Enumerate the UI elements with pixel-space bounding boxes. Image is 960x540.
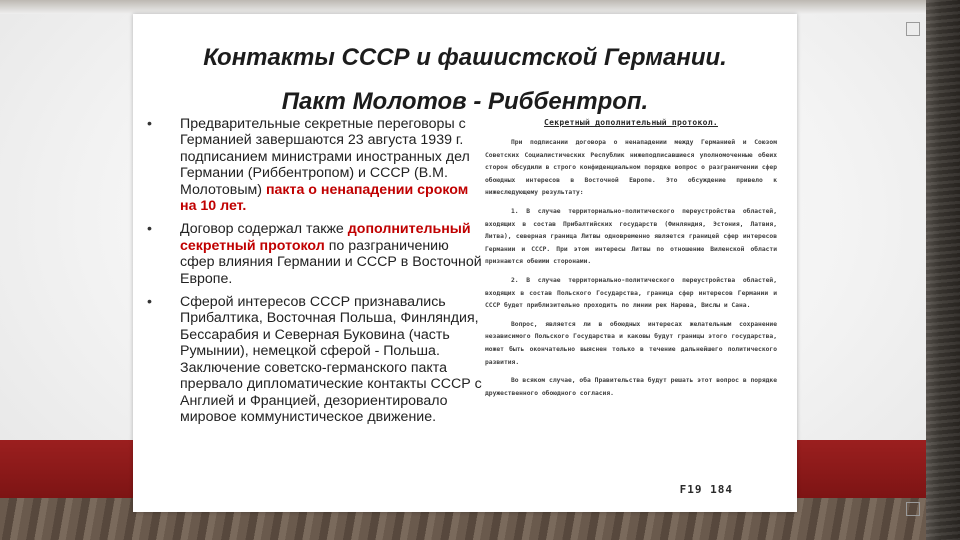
document-paragraph: 2. В случае территориально-политического переустройства областей, входящих в состав Польского Государства, граница сфер интересов Германии и СССР будет приблизительно проходить по линии рек Нарева, Вислы и Сана. (485, 276, 777, 310)
document-paragraph: 1. В случае территориально-политического переустройства областей, входящих в состав Прибалтийских государств (Финляндия, Эстония, Латвия, Литва), северная граница Литвы одновременно является границей сфер интересов Германии и СССР. При этом интересы Литвы по отношению Виленской области признаются обеими сторонами. (485, 207, 777, 266)
document-paragraph: При подписании договора о ненападении между Германией и Союзом Советских Социалистических Республик нижеподписавшиеся уполномоченные обеих сторон обсудили в строго конфиденциальном порядке вопрос о разграничении сфер обоюдных интересов в Восточной Европе. Это обсуждение привело к нижеследующему результату: (485, 139, 777, 197)
bullet-list (147, 116, 487, 432)
bullet-highlight: дополнительный секретный протокол (180, 221, 471, 254)
document-archive-mark: F19 184 (679, 483, 733, 496)
bullet-text-tail: по разграничению сфер влияния Германии и СССР в Восточной Европе. (180, 237, 482, 287)
bullet-text: Сферой интересов СССР признавались Прибалтика, Восточная Польша, Финляндия, Бессарабия и Северная Буковина (часть Румынии), немецкой сферой - Польша. Заключение советско-германского пакта прервало дипломатические контакты СССР с Англией и Францией, дезориентировало мировое коммунистическое движение. (180, 294, 482, 425)
bullet-text: Предварительные секретные переговоры с Германией завершаются 23 августа 1939 г. подписанием министрами иностранных дел Германии (Риббентропом) и СССР (В.М. Молотовым) (180, 116, 470, 198)
bullet-item (147, 294, 487, 425)
slide-title (133, 36, 797, 124)
document-title: Секретный дополнительный протокол. (544, 118, 718, 127)
slide-title-line2: Пакт Молотов - Риббентроп. (281, 88, 649, 115)
background-top-border (0, 0, 926, 14)
bullet-marker: • (147, 221, 152, 238)
bullet-item (147, 221, 487, 287)
slide-title-line1: Контакты СССР и фашистской Германии. (203, 44, 727, 71)
bullet-marker: • (147, 116, 152, 132)
bullet-text: Договор содержал также (180, 221, 348, 238)
bullet-item (147, 116, 487, 214)
document-paragraph: Во всяком случае, оба Правительства будут решать этот вопрос в порядке дружественного обоюдного согласия. (485, 377, 777, 397)
background-right-edge (926, 0, 960, 540)
slide-content (133, 14, 797, 512)
corner-mark-bottom (906, 502, 920, 516)
corner-mark-top (906, 22, 920, 36)
bullet-marker: • (147, 294, 152, 311)
document-paragraph: Вопрос, является ли в обоюдных интересах желательным сохранение независимого Польского Государства и каковы будут границы этого государства, может быть окончательно выяснен только в течение дальнейшего политического развития. (485, 320, 777, 366)
scanned-protocol-document (485, 118, 777, 506)
bullet-highlight: пакта о ненападении сроком на 10 лет. (180, 181, 469, 215)
